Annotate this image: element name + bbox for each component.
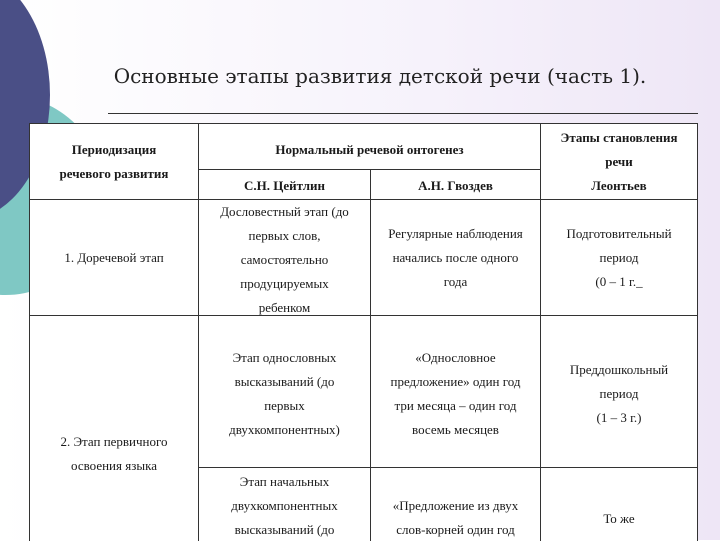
row-divider — [199, 169, 541, 170]
header-tseitlin: С.Н. Цейтлин — [244, 178, 325, 193]
header-stages-line: речи — [605, 154, 633, 169]
title-underline — [108, 113, 698, 114]
cell-line — [371, 470, 540, 494]
row1-period — [30, 246, 198, 270]
row3-leontiev — [541, 507, 697, 531]
cell-line: начались после одного — [392, 250, 519, 265]
cell-line: То же — [603, 511, 635, 526]
header-normal-ontogenesis: Нормальный речевой онтогенез — [275, 142, 464, 157]
cell-line: три месяца – один год — [394, 398, 517, 413]
row2-tseitlin — [199, 346, 370, 442]
cell-line: ребенком — [258, 300, 311, 315]
row1-leontiev — [541, 222, 697, 294]
cell-line: первых слов, — [248, 228, 321, 243]
row-divider — [199, 467, 697, 468]
cell-line: 2. Этап первичного — [60, 434, 168, 449]
cell-line: Этап начальных — [239, 474, 330, 489]
header-stages-line: Этапы становления — [560, 130, 678, 145]
header-gvozdev: А.Н. Гвоздев — [418, 178, 493, 193]
cell-line: двухкомпонентных — [231, 498, 338, 513]
cell-line: Регулярные наблюдения — [388, 226, 523, 241]
cell-line: Преддошкольный — [569, 362, 669, 377]
cell-line: период — [599, 250, 639, 265]
slide-title: Основные этапы развития детской речи (часть 1). — [113, 64, 647, 88]
row3-gvozdev — [371, 470, 540, 541]
cell-line: 1. Доречевой этап — [64, 250, 164, 265]
row2-gvozdev — [371, 346, 540, 442]
cell-line: период — [599, 386, 639, 401]
row2-period — [30, 430, 198, 478]
cell-line: (0 – 1 г._ — [595, 274, 643, 289]
row1-tseitlin — [199, 200, 370, 320]
header-periodization-line: речевого развития — [59, 166, 169, 181]
row3-tseitlin — [199, 470, 370, 541]
speech-stages-table — [29, 123, 698, 541]
row2-leontiev — [541, 358, 697, 430]
cell-line: «Предложение из двух — [392, 498, 519, 513]
cell-line: двухкомпонентных) — [229, 422, 340, 437]
header-periodization-line: Периодизация — [71, 142, 157, 157]
header-periodization — [30, 138, 198, 186]
cell-line: Этап однословных — [232, 350, 337, 365]
cell-line: слов-корней один год — [396, 522, 515, 537]
row1-gvozdev — [371, 222, 540, 294]
cell-line: Дословестный этап (до — [220, 204, 349, 219]
cell-line: года — [443, 274, 468, 289]
cell-line: освоения языка — [71, 458, 157, 473]
cell-line: восемь месяцев — [412, 422, 499, 437]
cell-line: Подготовительный — [566, 226, 672, 241]
header-leontiev: Леонтьев — [591, 178, 647, 193]
cell-line: высказываний (до — [234, 522, 335, 537]
cell-line: (1 – 3 г.) — [596, 410, 642, 425]
cell-line: высказываний (до — [234, 374, 335, 389]
header-stages — [541, 126, 697, 174]
cell-line: самостоятельно — [240, 252, 329, 267]
cell-line: предложение» один год — [390, 374, 521, 389]
cell-line: продуцируемых — [240, 276, 329, 291]
cell-line: «Однословное — [415, 350, 496, 365]
cell-line: первых — [264, 398, 305, 413]
